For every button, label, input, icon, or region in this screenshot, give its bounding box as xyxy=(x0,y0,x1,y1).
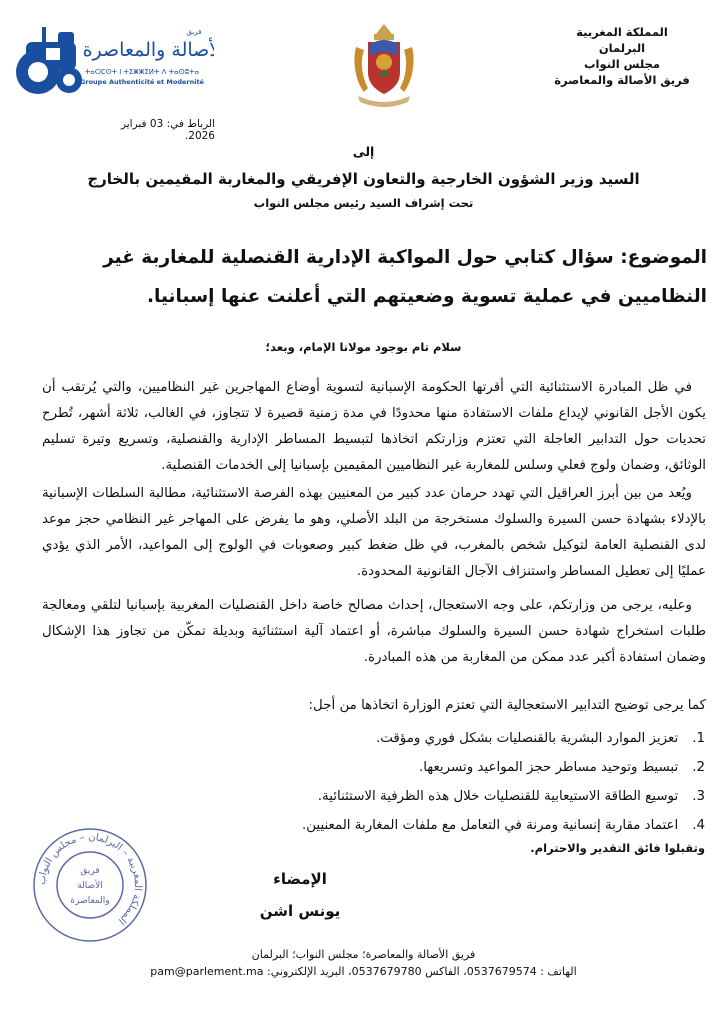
list-item xyxy=(145,724,705,753)
list-number: 1. xyxy=(692,731,705,746)
stamp-center-line: والمعاصرة xyxy=(70,896,110,906)
paragraph: كما يرجى توضيح التدابير الاستعجالية التي تعتزم الوزارة اتخاذها من أجل: xyxy=(308,698,706,713)
stamp-center-line: فريق xyxy=(80,866,100,876)
paragraph: ويُعد من بين أبرز العراقيل التي تهدد حرمان عدد كبير من المعنيين بهذه الفرصة الاستثنائية، مطالبة السلطات الإسبانية بالإدلاء بشهادة حسن السيرة والسلوك مستخرجة من البلد الأصلي، وهو ما يفرض على المهاجر غير النظامي حجز موعد لدى القنصلية العامة لتوكيل شخص بالمغرب، في ظل ضغط كبير وصعوبات في الولوج إلى المواعيد، الأمر الذي يؤدي عمليًا إلى تعطيل المساطر واستنزاف الآجال القانونية المحدودة. xyxy=(42,486,706,579)
logo-arabic: الأصالة والمعاصرة xyxy=(82,39,214,61)
logo-amazigh: ⵜⴰⵔⵎⵙⵜ ⵏ ⵜⵉⵥⵥⵉⵍⵜ ⴷ ⵜⴰⵙⵓⵜⴰ xyxy=(84,68,200,76)
list-text: تعزيز الموارد البشرية بالقنصليات بشكل فوري ومؤقت. xyxy=(375,731,679,746)
list-text: اعتماد مقاربة إنسانية ومرنة في التعامل مع ملفات المغاربة المعنيين. xyxy=(301,818,679,833)
list-text: توسيع الطاقة الاستيعابية للقنصليات خلال هذه الظرفية الاستثنائية. xyxy=(317,789,679,804)
salutation: سلام تام بوجود مولانا الإمام، وبعد؛ xyxy=(265,340,462,354)
coat-of-arms xyxy=(350,22,418,108)
list-item xyxy=(145,782,705,811)
subject-line: الموضوع: سؤال كتابي حول المواكبة الإدارية القنصلية للمغاربة غير النظاميين في عملية تسوية وضعيتهم التي أعلنت عنها إسبانيا. xyxy=(103,247,707,307)
recipient-to: إلى xyxy=(352,144,375,159)
list-number: 3. xyxy=(692,789,705,804)
coat-of-arms-emblem xyxy=(350,22,418,108)
svg-text:المملكة المغربية – البرلمان – xyxy=(37,832,143,927)
list-text: تبسيط وتوحيد مساطر حجز المواعيد وتسريعها. xyxy=(418,760,679,775)
official-stamp xyxy=(30,825,150,945)
stamp-ring-text: المملكة المغربية – البرلمان – مجلس النواب xyxy=(36,831,144,927)
list-item xyxy=(145,811,705,840)
header-line: فريق الأصالة والمعاصرة xyxy=(554,73,690,87)
footer-contact: الهاتف : 0537679574، الفاكس 0537679780، البريد الإلكتروني: pam@parlement.ma xyxy=(150,965,577,978)
header-line: مجلس النواب xyxy=(583,57,661,71)
footer-line: فريق الأصالة والمعاصرة؛ مجلس النواب؛ البرلمان xyxy=(251,948,476,961)
logo-french: Groupe Authenticité et Modernité xyxy=(80,78,204,86)
closing: وتقبلوا فائق التقدير والاحترام. xyxy=(530,841,705,855)
paragraph: وعليه، يرجى من وزارتكم، على وجه الاستعجال، إحداث مصالح خاصة داخل القنصليات المغربية بإسبانيا لتلقي ومعالجة طلبات استخراج شهادة حسن السيرة والسلوك مباشرة، أو اعتماد آلية استثنائية وبديلة تمكّن من تجاوز هذا الإشكال وضمان استفادة أكبر عدد ممكن من المغاربة من هذه المبادرة. xyxy=(42,598,706,665)
document-date: الرباط في: 03 فبراير 2026. xyxy=(120,118,215,142)
stamp-seal xyxy=(30,825,150,945)
measures-list xyxy=(145,724,705,840)
header-line: المملكة المغربية xyxy=(576,25,668,39)
list-item xyxy=(145,753,705,782)
header-line: البرلمان xyxy=(598,41,646,55)
tractor-icon xyxy=(14,22,214,102)
list-number: 2. xyxy=(692,760,705,775)
list-number: 4. xyxy=(692,818,705,833)
party-logo xyxy=(14,22,214,102)
footer xyxy=(0,946,727,980)
stamp-center-line: الأصالة xyxy=(77,881,103,891)
institution-header xyxy=(547,24,697,88)
paragraph: في ظل المبادرة الاستثنائية التي أقرتها الحكومة الإسبانية لتسوية أوضاع المهاجرين غير النظاميين، والتي يُرتقب أن يكون الأجل القانوني لإيداع ملفات الاستفادة منها محدودًا في مدة زمنية قصيرة لا تتجاوز، في الغالب، ثلاثة أشهر، تُطرح تحديات حول التدابير العاجلة التي تعتزم وزارتكم اتخاذها لتبسيط المساطر الإدارية والقنصلية، وتسريع وتيرة تسليم الوثائق، وضمان ولوج فعلي وسلس للمغاربة غير النظاميين المقيمين بإسبانيا إلى الخدمات القنصلية. xyxy=(42,380,706,473)
logo-arabic-small: فريق xyxy=(186,28,202,36)
signatory-name: يونس اشن xyxy=(259,902,341,920)
recipient-supervision: تحت إشراف السيد رئيس مجلس النواب xyxy=(253,196,474,210)
recipient-name: السيد وزير الشؤون الخارجية والتعاون الإفريقي والمغاربة المقيمين بالخارج xyxy=(87,170,640,188)
signature-label: الإمضاء xyxy=(273,870,327,888)
